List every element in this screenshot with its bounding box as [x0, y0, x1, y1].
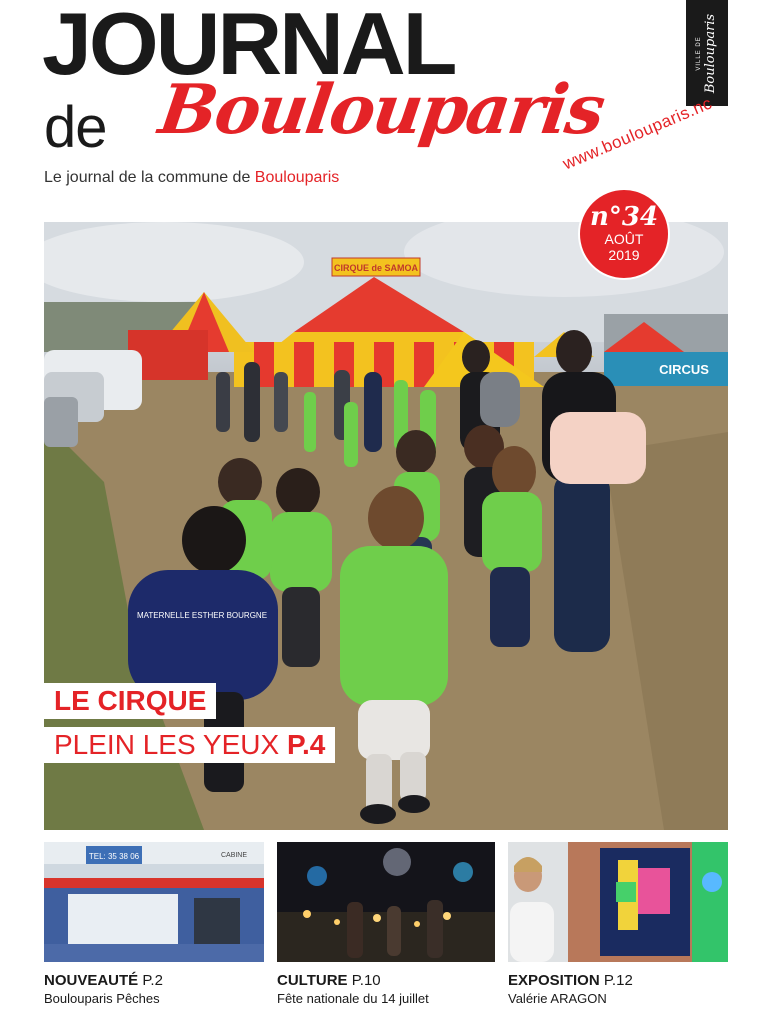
caption-3-page: P.12 [603, 972, 633, 989]
subtitle-accent: Boulouparis [254, 169, 340, 186]
caption-1-subtitle: Boulouparis Pêches [44, 991, 160, 1006]
ville-logo-tag [686, 0, 728, 106]
caption-2-section: CULTURE [277, 972, 348, 989]
caption-2-subtitle: Fête nationale du 14 juillet [277, 991, 429, 1006]
headline-line-2 [44, 727, 335, 763]
circus-banner-text: CIRCUS [659, 362, 709, 377]
caption-1-section: NOUVEAUTÉ [44, 972, 139, 989]
caption-2-page: P.10 [351, 972, 381, 989]
issue-month: AOÛT [604, 231, 644, 247]
thumbnail-exposition[interactable] [508, 842, 728, 962]
caption-1-page: P.2 [142, 972, 163, 989]
caption-3-subtitle: Valérie ARAGON [508, 991, 607, 1006]
sweater-text: MATERNELLE ESTHER BOURGNE [136, 611, 268, 620]
caption-nouveaute [44, 972, 163, 1007]
issue-number: n°34 [589, 202, 659, 232]
caption-3-section: EXPOSITION [508, 972, 600, 989]
cover-headline [44, 683, 335, 763]
thumbnail-culture[interactable] [277, 842, 495, 962]
headline-page: P.4 [286, 729, 326, 760]
shop-phone-text: TEL: 35 38 06 [88, 852, 140, 861]
website-link[interactable]: www.boulouparis.nc [560, 93, 715, 174]
issue-badge [578, 188, 670, 280]
circus-sign-text: CIRQUE de SAMOA [333, 263, 419, 273]
shop-illustration [44, 842, 264, 962]
masthead-journal: JOURNAL [42, 0, 455, 93]
masthead-de: de [44, 95, 107, 160]
ville-small-label: VILLE DE [696, 35, 703, 71]
shop-sign-text: CABINE [220, 852, 248, 859]
thumbnail-nouveaute[interactable] [44, 842, 264, 962]
night-parade-illustration [277, 842, 495, 962]
caption-culture [277, 972, 429, 1007]
masthead-commune-script: Boulouparis [154, 70, 609, 150]
issue-year: 2019 [608, 247, 640, 263]
masthead-subtitle [44, 168, 339, 188]
ville-name-label: Boulouparis [703, 13, 719, 93]
headline-line-1: LE CIRQUE [44, 683, 216, 719]
subtitle-prefix: Le journal de la commune de [44, 169, 255, 186]
headline-line-2-text: PLEIN LES YEUX [54, 729, 280, 760]
caption-exposition [508, 972, 633, 1007]
gallery-illustration [508, 842, 728, 962]
